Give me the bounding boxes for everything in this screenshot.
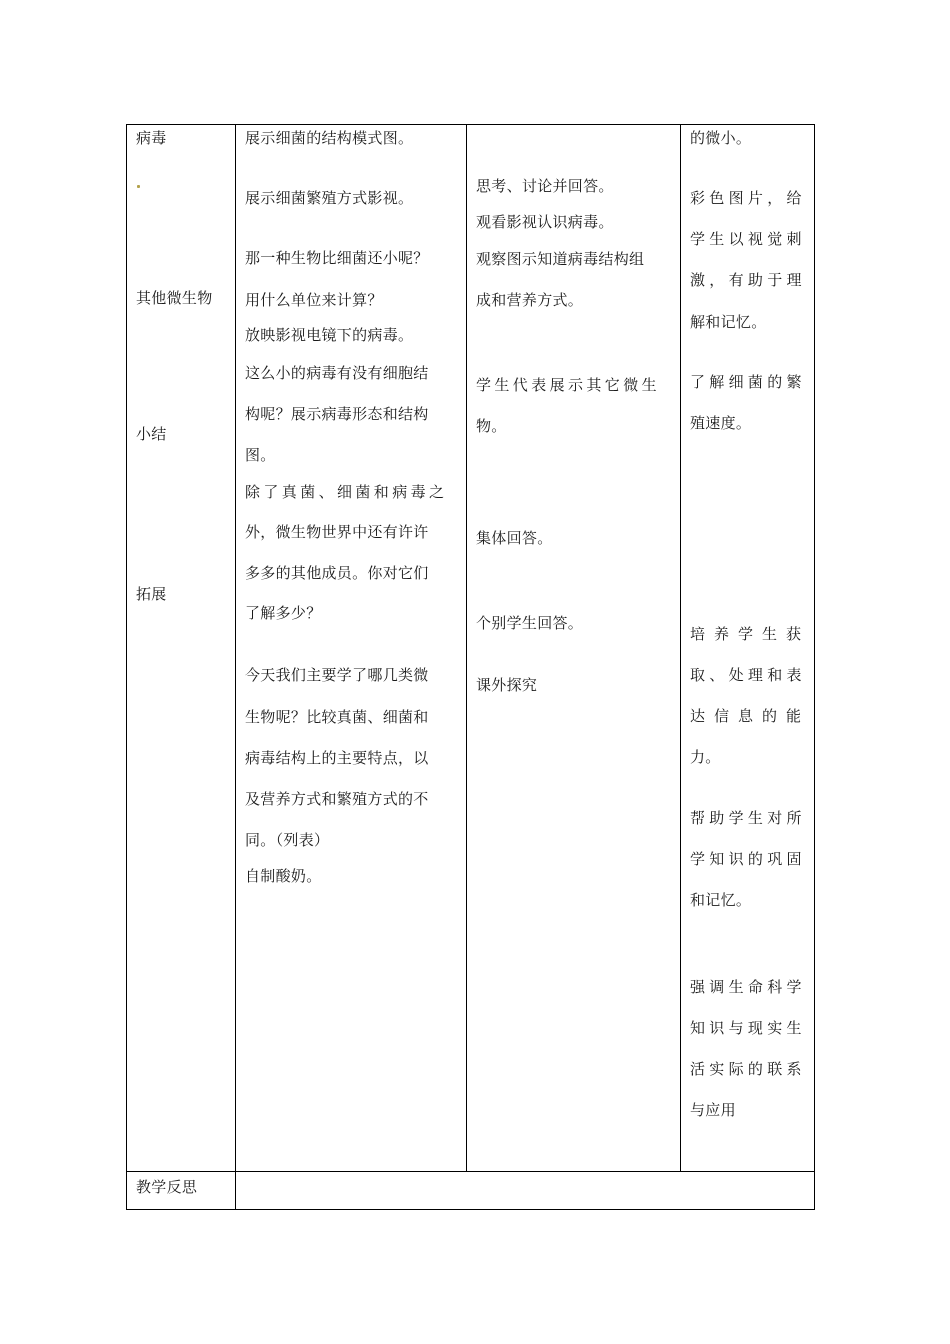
design-intent-line: 帮助学生对所	[690, 809, 806, 827]
teacher-activity-line: 图。	[245, 446, 276, 464]
student-activity-line: 观察图示知道病毒结构组	[476, 250, 645, 268]
design-intent-line: 了解细菌的繁	[690, 373, 806, 391]
teacher-activity-line: 放映影视电镜下的病毒。	[245, 326, 414, 344]
student-activity-line: 个别学生回答。	[476, 614, 584, 632]
stray-mark	[137, 185, 140, 188]
table-border-left	[126, 124, 127, 1210]
teacher-activity-line: 自制酸奶。	[245, 867, 322, 885]
teacher-activity-line: 展示细菌繁殖方式影视。	[245, 189, 414, 207]
design-intent-line: 学生以视觉刺	[690, 230, 806, 248]
design-intent-line: 激，有助于理	[690, 271, 806, 289]
section-label-virus: 病毒	[136, 129, 167, 147]
teacher-activity-line: 构呢？展示病毒形态和结构	[245, 405, 429, 423]
design-intent-line: 强调生命科学	[690, 978, 806, 996]
table-col-divider-3	[680, 124, 681, 1172]
design-intent-line: 解和记忆。	[690, 313, 767, 331]
design-intent-line: 取、处理和表	[690, 666, 806, 684]
teacher-activity-line: 展示细菌的结构模式图。	[245, 129, 414, 147]
design-intent-line: 力。	[690, 748, 721, 766]
teacher-activity-line: 生物呢？比较真菌、细菌和	[245, 708, 429, 726]
table-row-divider	[126, 1171, 815, 1172]
design-intent-line: 学知识的巩固	[690, 850, 806, 868]
section-label-other-microbes: 其他微生物	[136, 289, 213, 307]
teacher-activity-line: 多多的其他成员。你对它们	[245, 564, 429, 582]
design-intent-line: 知识与现实生	[690, 1019, 806, 1037]
teacher-activity-line: 同。（列表）	[245, 831, 330, 849]
teacher-activity-line: 今天我们主要学了哪几类微	[245, 666, 429, 684]
student-activity-line: 思考、讨论并回答。	[476, 177, 614, 195]
teacher-activity-line: 了解多少？	[245, 604, 322, 622]
teacher-activity-line: 及营养方式和繁殖方式的不	[245, 790, 429, 808]
design-intent-line: 的微小。	[690, 129, 752, 147]
student-activity-line: 课外探究	[476, 676, 538, 694]
design-intent-line: 培养学生获	[690, 625, 811, 643]
student-activity-line: 物。	[476, 417, 507, 435]
teacher-activity-line: 那一种生物比细菌还小呢？	[245, 249, 429, 267]
design-intent-line: 和记忆。	[690, 891, 752, 909]
section-label-extension: 拓展	[136, 585, 167, 603]
student-activity-line: 观看影视认识病毒。	[476, 213, 614, 231]
section-label-reflection: 教学反思	[136, 1178, 198, 1196]
table-col-divider-1	[235, 124, 236, 1210]
student-activity-line: 学生代表展示其它微生	[476, 376, 661, 394]
teacher-activity-line: 病毒结构上的主要特点，以	[245, 749, 429, 767]
table-border-bottom	[126, 1209, 815, 1210]
teacher-activity-line: 除了真菌、细菌和病毒之	[245, 483, 448, 501]
table-col-divider-2	[466, 124, 467, 1172]
teacher-activity-line: 这么小的病毒有没有细胞结	[245, 364, 429, 382]
student-activity-line: 成和营养方式。	[476, 291, 584, 309]
teacher-activity-line: 外，微生物世界中还有许许	[245, 523, 429, 541]
design-intent-line: 达信息的能	[690, 707, 811, 725]
student-activity-line: 集体回答。	[476, 529, 553, 547]
design-intent-line: 活实际的联系	[690, 1060, 806, 1078]
teacher-activity-line: 用什么单位来计算？	[245, 291, 383, 309]
design-intent-line: 与应用	[690, 1101, 736, 1119]
section-label-summary: 小结	[136, 425, 167, 443]
design-intent-line: 彩色图片，给	[690, 189, 806, 207]
design-intent-line: 殖速度。	[690, 414, 752, 432]
table-border-right	[814, 124, 815, 1210]
table-border-top	[126, 124, 815, 125]
